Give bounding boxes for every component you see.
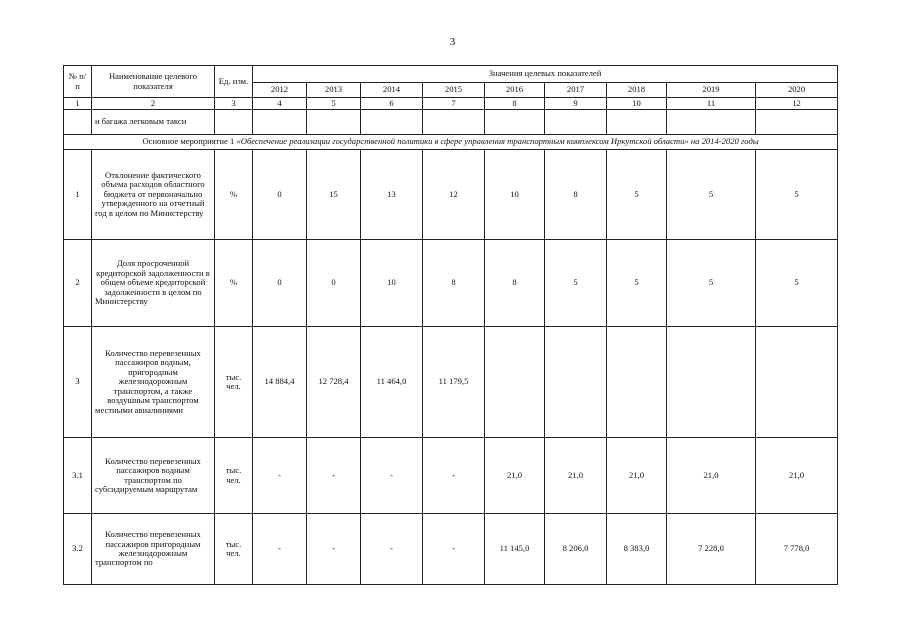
value-cell: - [307, 514, 361, 585]
table-row [64, 514, 838, 585]
value-cell: 8 [423, 240, 485, 327]
header-unit: Ед. изм. [215, 66, 253, 98]
value-cell: 10 [361, 240, 423, 327]
unit-cell: % [215, 150, 253, 240]
target-indicators-table [63, 65, 838, 585]
value-cell: 8 206,0 [545, 514, 607, 585]
value-cell: 11 145,0 [485, 514, 545, 585]
value-cell: - [423, 514, 485, 585]
table-row [64, 327, 838, 438]
empty-cell [253, 110, 307, 135]
value-cell: - [361, 438, 423, 514]
empty-cell [361, 110, 423, 135]
value-cell: 21,0 [485, 438, 545, 514]
value-cell: 21,0 [607, 438, 667, 514]
header-year: 2012 [253, 83, 307, 98]
section-title: «Обеспечение реализации государственной политики в сфере управления транспортным комплексом Иркутской области» на 2014-2020 годы [236, 136, 759, 147]
section-prefix: Основное мероприятие 1 [142, 136, 237, 147]
header-year: 2014 [361, 83, 423, 98]
empty-cell [423, 110, 485, 135]
value-cell: 7 778,0 [756, 514, 838, 585]
value-cell: 21,0 [667, 438, 756, 514]
column-index: 6 [361, 98, 423, 110]
value-cell: - [253, 438, 307, 514]
value-cell: 0 [253, 240, 307, 327]
empty-cell [667, 110, 756, 135]
value-cell [545, 327, 607, 438]
empty-cell [215, 110, 253, 135]
value-cell: 21,0 [545, 438, 607, 514]
value-cell: 5 [756, 150, 838, 240]
table-row [64, 240, 838, 327]
empty-cell [545, 110, 607, 135]
column-index: 3 [215, 98, 253, 110]
value-cell: 5 [667, 150, 756, 240]
header-year: 2016 [485, 83, 545, 98]
value-cell: 5 [667, 240, 756, 327]
column-index-row [64, 98, 838, 110]
header-number: № п/п [64, 66, 92, 98]
value-cell: - [253, 514, 307, 585]
row-number: 1 [64, 150, 92, 240]
row-number: 3 [64, 327, 92, 438]
empty-cell [607, 110, 667, 135]
value-cell: 8 [545, 150, 607, 240]
column-index: 9 [545, 98, 607, 110]
value-cell: 5 [607, 240, 667, 327]
value-cell: 12 [423, 150, 485, 240]
value-cell: - [307, 438, 361, 514]
empty-cell [307, 110, 361, 135]
empty-cell [485, 110, 545, 135]
indicator-name: Отклонение фактического объема расходов областного бюджета от первоначально утвержденного на отчетный год в целом по Министерству [92, 150, 215, 240]
column-index: 4 [253, 98, 307, 110]
section-row [64, 135, 838, 150]
value-cell: 5 [756, 240, 838, 327]
value-cell: 0 [307, 240, 361, 327]
header-year: 2013 [307, 83, 361, 98]
column-index: 2 [92, 98, 215, 110]
header-values-title: Значения целевых показателей [253, 66, 838, 83]
table-row [64, 150, 838, 240]
value-cell: 7 228,0 [667, 514, 756, 585]
value-cell: 12 728,4 [307, 327, 361, 438]
indicator-name: Количество перевезенных пассажиров водным транспортом по субсидируемым маршрутам [92, 438, 215, 514]
column-index: 8 [485, 98, 545, 110]
row-number: 2 [64, 240, 92, 327]
continuation-text: и багажа легковым такси [92, 110, 215, 135]
indicator-name: Доля просроченной кредиторской задолженности в общем объеме кредиторской задолженности в целом по Министерству [92, 240, 215, 327]
value-cell [485, 327, 545, 438]
value-cell: 21,0 [756, 438, 838, 514]
value-cell: 11 179,5 [423, 327, 485, 438]
header-year: 2018 [607, 83, 667, 98]
unit-cell: тыс. чел. [215, 327, 253, 438]
column-index: 5 [307, 98, 361, 110]
header-year: 2020 [756, 83, 838, 98]
value-cell: - [361, 514, 423, 585]
header-row [64, 66, 838, 83]
value-cell: 14 884,4 [253, 327, 307, 438]
value-cell: 5 [545, 240, 607, 327]
column-index: 12 [756, 98, 838, 110]
value-cell: 0 [253, 150, 307, 240]
value-cell: 11 464,0 [361, 327, 423, 438]
column-index: 11 [667, 98, 756, 110]
value-cell: 15 [307, 150, 361, 240]
header-year: 2017 [545, 83, 607, 98]
row-number: 3.1 [64, 438, 92, 514]
unit-cell: % [215, 240, 253, 327]
value-cell: 13 [361, 150, 423, 240]
section-heading [64, 135, 838, 150]
header-year: 2015 [423, 83, 485, 98]
page-number: 3 [449, 36, 456, 48]
value-cell: 8 383,0 [607, 514, 667, 585]
value-cell [756, 327, 838, 438]
value-cell: 5 [607, 150, 667, 240]
value-cell [667, 327, 756, 438]
column-index: 1 [64, 98, 92, 110]
header-indicator-name: Наименование целевого показателя [92, 66, 215, 98]
indicator-name: Количество перевезенных пассажиров пригородным железнодорожным транспортом по [92, 514, 215, 585]
header-year: 2019 [667, 83, 756, 98]
value-cell: 10 [485, 150, 545, 240]
unit-cell: тыс. чел. [215, 438, 253, 514]
empty-cell [756, 110, 838, 135]
value-cell [607, 327, 667, 438]
row-number: 3.2 [64, 514, 92, 585]
continuation-row [64, 110, 838, 135]
empty-cell [64, 110, 92, 135]
table-row [64, 438, 838, 514]
unit-cell: тыс. чел. [215, 514, 253, 585]
value-cell: 8 [485, 240, 545, 327]
value-cell: - [423, 438, 485, 514]
column-index: 10 [607, 98, 667, 110]
column-index: 7 [423, 98, 485, 110]
indicator-name: Количество перевезенных пассажиров водным, пригородным железнодорожным транспортом, а также воздушным транспортом местными авиалиниями [92, 327, 215, 438]
